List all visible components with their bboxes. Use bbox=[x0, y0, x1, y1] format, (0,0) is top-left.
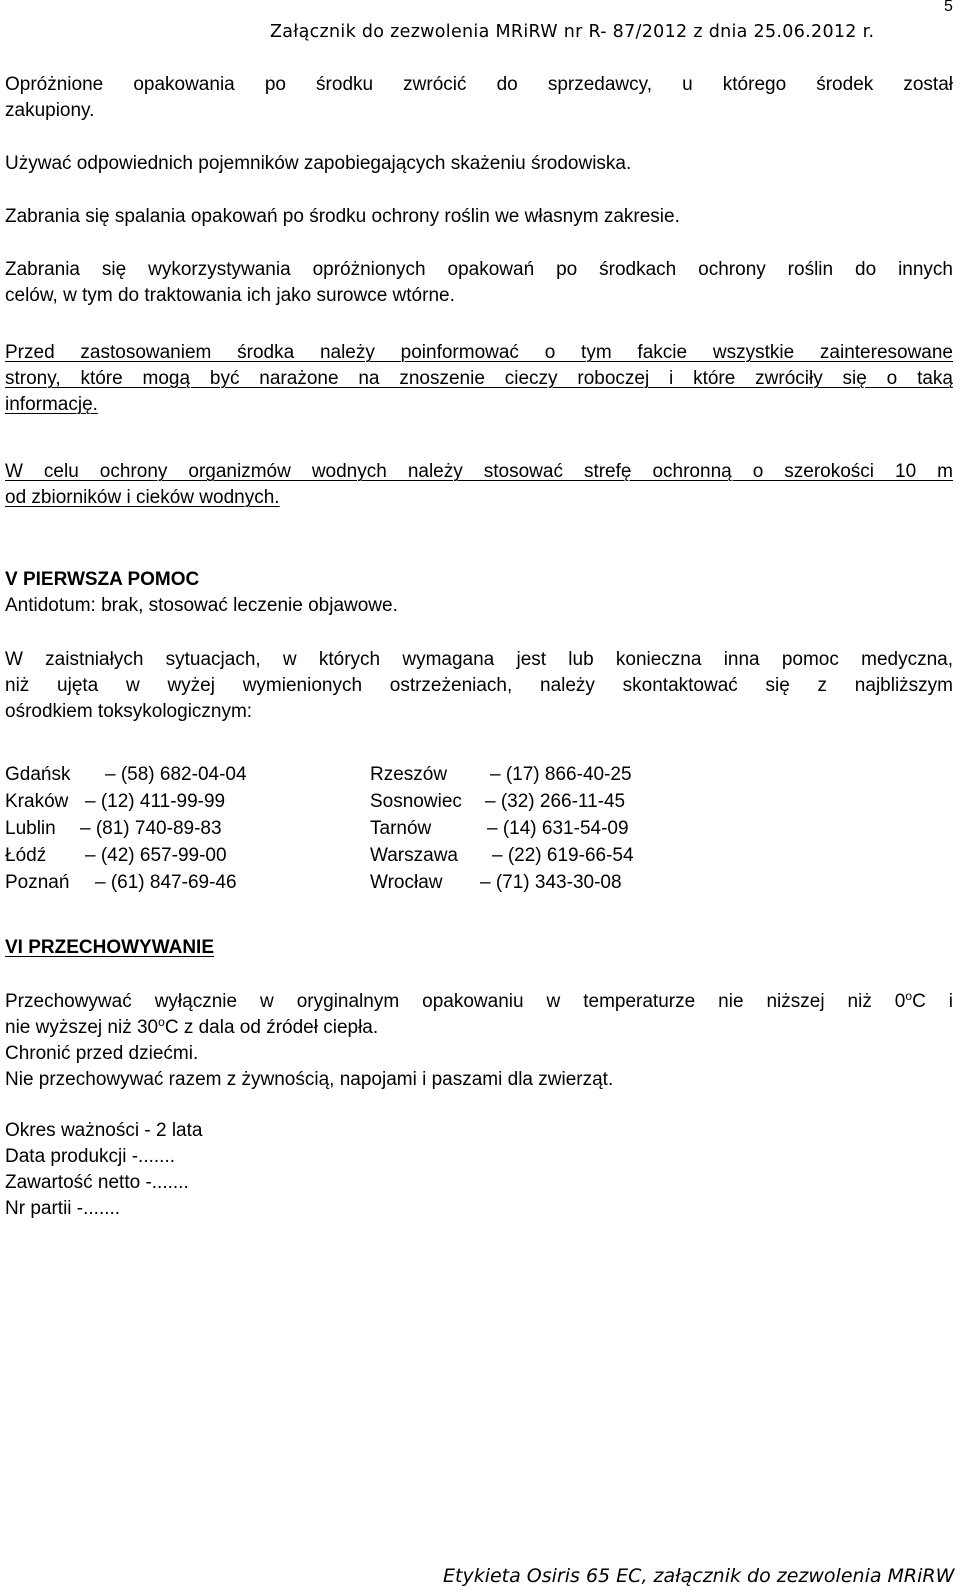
disposal-paragraph-3: Zabrania się spalania opakowań po środku ochrony roślin we własnym zakresie. bbox=[5, 206, 680, 227]
center-phone: – (12) 411-99-99 bbox=[85, 791, 226, 812]
storage-line-2: nie wyższej niż 30$^o$C z dala od źródeł ciepła. bbox=[5, 1015, 379, 1038]
batch-number: Nr partii -....... bbox=[5, 1198, 121, 1219]
list-item bbox=[5, 869, 705, 896]
center-city: Kraków bbox=[5, 791, 69, 812]
storage-line-1: Przechowywać wyłącznie w oryginalnym opakowaniu w temperaturze nie niższej niż 0$^o$C i bbox=[5, 989, 953, 1012]
notification-paragraph: Przed zastosowaniem środka należy poinformować o tym fakcie wszystkie zainteresowane strony, które mogą być narażone na znoszenie cieczy roboczej i które zwróciły się o taką informację. bbox=[5, 342, 953, 415]
production-date: Data produkcji -....... bbox=[5, 1146, 176, 1167]
center-city: Rzeszów bbox=[370, 764, 448, 785]
center-phone: – (61) 847-69-46 bbox=[95, 872, 237, 893]
buffer-zone-paragraph: W celu ochrony organizmów wodnych należy stosować strefę ochronną o szerokości 10 m od zbiorników i cieków wodnych. bbox=[5, 461, 953, 508]
center-city: Lublin bbox=[5, 818, 56, 839]
center-city: Gdańsk bbox=[5, 764, 71, 785]
list-item bbox=[5, 842, 705, 869]
center-phone: – (71) 343-30-08 bbox=[480, 872, 622, 893]
center-city: Sosnowiec bbox=[370, 791, 462, 812]
section-heading-first-aid: V PIERWSZA POMOC bbox=[5, 569, 200, 590]
toxicology-centers-list bbox=[5, 761, 705, 896]
center-city: Tarnów bbox=[370, 818, 432, 839]
center-city: Poznań bbox=[5, 872, 70, 893]
list-item bbox=[5, 788, 705, 815]
list-item bbox=[5, 761, 705, 788]
toxicology-paragraph: W zaistniałych sytuacjach, w których wymagana jest lub konieczna inna pomoc medyczna, niż ujęta w wyżej wymienionych ostrzeżeniach, należy skontaktować się z najbliższym ośrodkiem toksykologicznym: bbox=[5, 649, 953, 722]
section-heading-storage: VI PRZECHOWYWANIE bbox=[5, 937, 215, 958]
center-phone: – (32) 266-11-45 bbox=[485, 791, 626, 812]
center-city: Łódź bbox=[5, 845, 47, 866]
storage-line-4: Nie przechowywać razem z żywnością, napojami i paszami dla zwierząt. bbox=[5, 1069, 614, 1090]
disposal-paragraph-1: Opróżnione opakowania po środku zwrócić do sprzedawcy, u którego środek został zakupiony. bbox=[5, 74, 953, 121]
disposal-paragraph-2: Używać odpowiednich pojemników zapobiegających skażeniu środowiska. bbox=[5, 153, 632, 174]
product-info-block bbox=[5, 1118, 953, 1222]
antidote-text: Antidotum: brak, stosować leczenie objawowe. bbox=[5, 595, 398, 616]
list-item bbox=[5, 815, 705, 842]
center-city: Wrocław bbox=[370, 872, 443, 893]
page-header: Załącznik do zezwolenia MRiRW nr R- 87/2012 z dnia 25.06.2012 r. bbox=[270, 22, 875, 42]
center-city: Warszawa bbox=[370, 845, 458, 866]
center-phone: – (81) 740-89-83 bbox=[80, 818, 222, 839]
page-footer: Etykieta Osiris 65 EC, załącznik do zezwolenia MRiRW bbox=[443, 1565, 955, 1587]
center-phone: – (17) 866-40-25 bbox=[490, 764, 632, 785]
center-phone: – (22) 619-66-54 bbox=[492, 845, 634, 866]
shelf-life: Okres ważności - 2 lata bbox=[5, 1120, 203, 1141]
net-content: Zawartość netto -....... bbox=[5, 1172, 189, 1193]
storage-line-3: Chronić przed dziećmi. bbox=[5, 1043, 199, 1064]
center-phone: – (58) 682-04-04 bbox=[105, 764, 247, 785]
storage-paragraph bbox=[5, 989, 953, 1093]
page-number: 5 bbox=[944, 0, 953, 15]
center-phone: – (42) 657-99-00 bbox=[85, 845, 227, 866]
disposal-paragraph-4: Zabrania się wykorzystywania opróżnionych opakowań po środkach ochrony roślin do innych celów, w tym do traktowania ich jako surowce wtórne. bbox=[5, 259, 953, 306]
center-phone: – (14) 631-54-09 bbox=[487, 818, 629, 839]
